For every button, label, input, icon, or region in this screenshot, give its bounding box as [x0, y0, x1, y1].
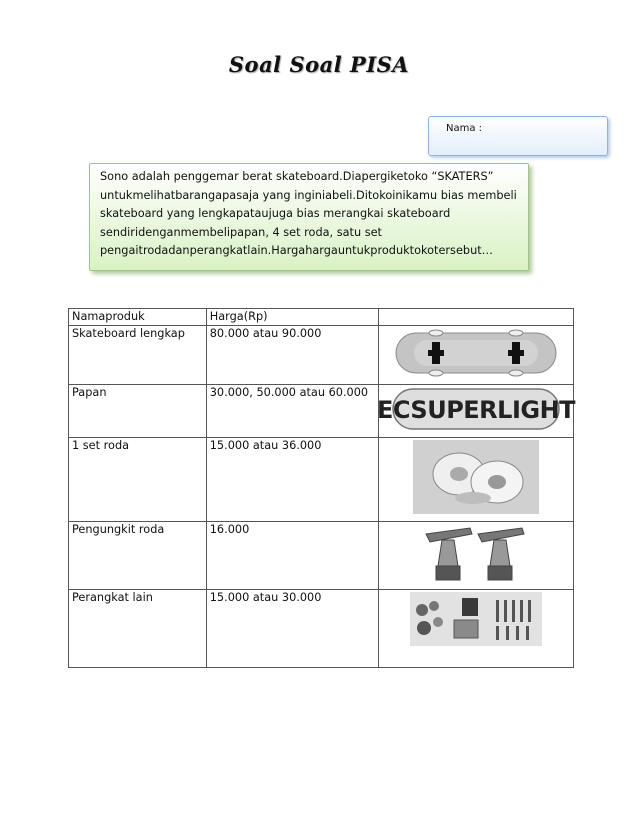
table-row	[69, 385, 574, 438]
product-name-cell: Perangkat lain	[69, 590, 207, 668]
product-name-cell: Pengungkit roda	[69, 522, 207, 590]
deck-image	[379, 385, 574, 438]
complete-skateboard-image	[379, 326, 574, 385]
table-header-row	[69, 309, 574, 326]
product-name-cell: Skateboard lengkap	[69, 326, 207, 385]
hardware-parts-image	[379, 590, 574, 668]
product-name-cell: 1 set roda	[69, 438, 207, 522]
name-label: Nama :	[446, 123, 483, 134]
intro-text: Sono adalah penggemar berat skateboard.Diapergiketoko “SKATERS” untukmelihatbarangapasaja yang inginiabeli.Ditokoinikamu bias membeli skateboard yang lengkapataujuga bias merangkai skateboard sendiridenganmembelipapan, 4 set roda, satu set pengaitrodadanperangkatlain.Hargahargauntukproduktokotersebut…	[100, 170, 517, 258]
trucks-image	[379, 522, 574, 590]
header-image	[379, 309, 574, 326]
header-price: Harga(Rp)	[206, 309, 379, 326]
product-name-cell: Papan	[69, 385, 207, 438]
price-cell: 16.000	[206, 522, 379, 590]
header-product-name: Namaproduk	[69, 309, 207, 326]
price-cell: 15.000 atau 36.000	[206, 438, 379, 522]
deck-image-text: ECSUPERLIGHT	[377, 396, 576, 424]
price-cell: 15.000 atau 30.000	[206, 590, 379, 668]
table-row	[69, 438, 574, 522]
price-cell: 80.000 atau 90.000	[206, 326, 379, 385]
table-row	[69, 590, 574, 668]
name-field[interactable]	[428, 116, 608, 156]
wheel-set-image	[379, 438, 574, 522]
page-title: Soal Soal PISA	[228, 52, 410, 77]
intro-textbox	[89, 163, 529, 271]
price-cell: 30.000, 50.000 atau 60.000	[206, 385, 379, 438]
product-price-table	[68, 308, 574, 668]
table-row	[69, 326, 574, 385]
table-row	[69, 522, 574, 590]
